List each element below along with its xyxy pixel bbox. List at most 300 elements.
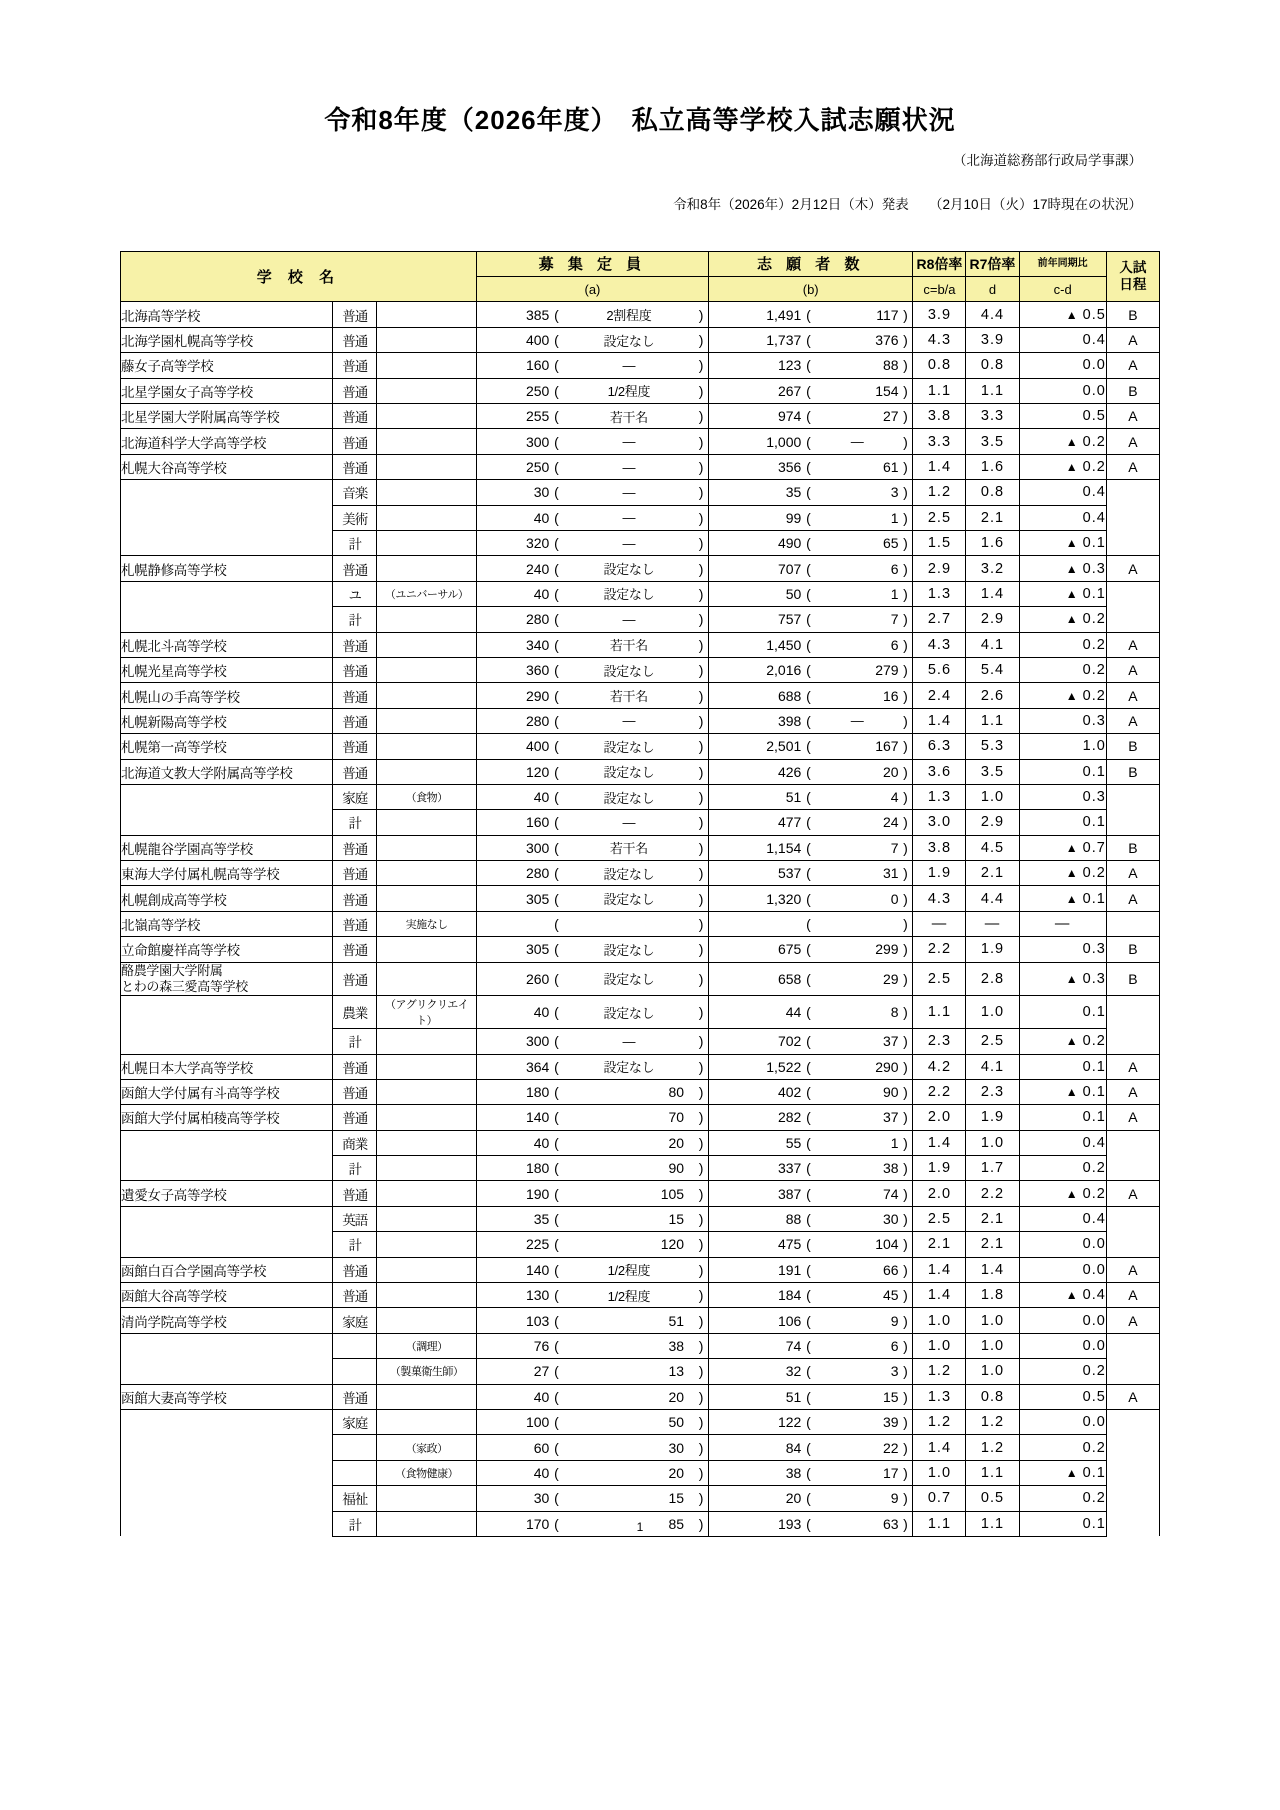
course-note-cell	[377, 454, 476, 479]
yoy-diff-value: 0.0	[1019, 1333, 1106, 1358]
capacity-value: 305	[476, 886, 549, 911]
negative-triangle-icon: ▲	[1065, 586, 1079, 601]
exam-schedule-value: B	[1106, 302, 1159, 327]
capacity-paren-open: (	[549, 1029, 563, 1054]
r7-ratio-value: 1.6	[966, 530, 1019, 555]
applicants-note: 38	[816, 1156, 899, 1181]
r7-ratio-value: 1.9	[966, 1105, 1019, 1130]
applicants-paren-close: )	[899, 708, 913, 733]
school-name-cell: 札幌山の手高等学校	[121, 683, 333, 708]
r7-ratio-value: 3.5	[966, 759, 1019, 784]
capacity-value: 280	[476, 708, 549, 733]
negative-triangle-icon: ▲	[1065, 866, 1079, 881]
applicants-paren-close: )	[899, 581, 913, 606]
applicants-paren-close: )	[899, 1130, 913, 1155]
course-note-cell	[377, 302, 476, 327]
header-r8-ratio: R8倍率	[913, 251, 966, 276]
capacity-paren-open: (	[549, 1257, 563, 1282]
capacity-paren-close: )	[694, 810, 708, 835]
yoy-diff-value: 0.0	[1019, 1409, 1106, 1434]
exam-schedule-value: A	[1106, 708, 1159, 733]
course-note-cell	[377, 327, 476, 352]
capacity-note: —	[564, 429, 694, 454]
r8-ratio-value: 2.4	[913, 683, 966, 708]
exam-schedule-value	[1106, 530, 1159, 555]
r8-ratio-value: 3.8	[913, 835, 966, 860]
capacity-note: —	[564, 810, 694, 835]
applicants-paren-open: (	[801, 429, 815, 454]
school-name-cell	[121, 784, 333, 809]
exam-schedule-value: A	[1106, 353, 1159, 378]
r7-ratio-value: 1.4	[966, 581, 1019, 606]
capacity-paren-open: (	[549, 556, 563, 581]
school-name-cell	[121, 1206, 333, 1231]
applicants-paren-close: )	[899, 454, 913, 479]
applicants-note: 8	[816, 996, 899, 1029]
r7-ratio-value: 5.4	[966, 657, 1019, 682]
r8-ratio-value: 3.0	[913, 810, 966, 835]
table-row	[121, 886, 1160, 911]
school-name-cell	[121, 1435, 333, 1460]
school-name-cell: 函館大谷高等学校	[121, 1283, 333, 1308]
applicants-paren-close: )	[899, 1435, 913, 1460]
yoy-diff-value: 0.0	[1019, 353, 1106, 378]
capacity-paren-open: (	[549, 1232, 563, 1257]
applicants-note: 66	[816, 1257, 899, 1282]
capacity-paren-close: )	[694, 784, 708, 809]
course-cell: 農業	[333, 996, 377, 1029]
capacity-value: 35	[476, 1206, 549, 1231]
table-row	[121, 1206, 1160, 1231]
applicants-paren-open: (	[801, 1308, 815, 1333]
exam-schedule-value: A	[1106, 327, 1159, 352]
applicants-note: —	[816, 708, 899, 733]
r8-ratio-value: 1.0	[913, 1460, 966, 1485]
table-row	[121, 683, 1160, 708]
course-cell: 普通	[333, 1079, 377, 1104]
r7-ratio-value: 1.1	[966, 1460, 1019, 1485]
capacity-value: 40	[476, 1130, 549, 1155]
applicants-paren-close: )	[899, 429, 913, 454]
yoy-diff-value: 0.2	[1019, 1486, 1106, 1511]
table-row	[121, 632, 1160, 657]
yoy-diff-value: ▲ 0.3	[1019, 962, 1106, 996]
exam-schedule-value	[1106, 1486, 1159, 1511]
r7-ratio-value: —	[966, 911, 1019, 936]
course-cell: 普通	[333, 454, 377, 479]
applicants-note: 104	[816, 1232, 899, 1257]
applicants-note: 376	[816, 327, 899, 352]
table-row	[121, 607, 1160, 632]
r8-ratio-value: 2.5	[913, 962, 966, 996]
table-row	[121, 505, 1160, 530]
applicants-note: 6	[816, 1333, 899, 1358]
r7-ratio-value: 1.0	[966, 1130, 1019, 1155]
capacity-paren-open: (	[549, 1460, 563, 1485]
capacity-paren-close: )	[694, 1359, 708, 1384]
applicants-paren-close: )	[899, 835, 913, 860]
applicants-note: 4	[816, 784, 899, 809]
capacity-note: 1/2程度	[564, 1283, 694, 1308]
yoy-diff-value: 0.2	[1019, 1359, 1106, 1384]
school-name-cell: 札幌創成高等学校	[121, 886, 333, 911]
r7-ratio-value: 1.1	[966, 1511, 1019, 1536]
table-row	[121, 1333, 1160, 1358]
applicants-paren-open: (	[801, 1486, 815, 1511]
table-row	[121, 556, 1160, 581]
applicants-note: 61	[816, 454, 899, 479]
school-name-cell: 北海道科学大学高等学校	[121, 429, 333, 454]
capacity-paren-close: )	[694, 962, 708, 996]
capacity-paren-open: (	[549, 1333, 563, 1358]
r8-ratio-value: 0.7	[913, 1486, 966, 1511]
applicants-value: 658	[708, 962, 801, 996]
r7-ratio-value: 2.1	[966, 1206, 1019, 1231]
course-cell: 普通	[333, 734, 377, 759]
capacity-paren-close: )	[694, 708, 708, 733]
exam-schedule-value	[1106, 1206, 1159, 1231]
capacity-paren-close: )	[694, 302, 708, 327]
school-name-cell	[121, 1460, 333, 1485]
school-name-cell: 酪農学園大学附属 とわの森三愛高等学校	[121, 962, 333, 996]
negative-triangle-icon: ▲	[1065, 1085, 1079, 1100]
r8-ratio-value: 2.5	[913, 1206, 966, 1231]
r8-ratio-value: 2.5	[913, 505, 966, 530]
capacity-note: —	[564, 530, 694, 555]
r7-ratio-value: 1.6	[966, 454, 1019, 479]
applicants-value: 675	[708, 937, 801, 962]
applicants-paren-open: (	[801, 353, 815, 378]
capacity-note: 1/2程度	[564, 1257, 694, 1282]
applicants-note: 7	[816, 607, 899, 632]
capacity-note: 38	[564, 1333, 694, 1358]
applicants-paren-open: (	[801, 581, 815, 606]
course-cell: 計	[333, 1511, 377, 1536]
capacity-paren-open: (	[549, 911, 563, 936]
exam-schedule-value	[1106, 581, 1159, 606]
capacity-paren-open: (	[549, 1105, 563, 1130]
capacity-paren-close: )	[694, 505, 708, 530]
yoy-diff-value: 0.4	[1019, 505, 1106, 530]
course-cell: 普通	[333, 1384, 377, 1409]
table-row	[121, 1181, 1160, 1206]
r8-ratio-value: 2.0	[913, 1105, 966, 1130]
applicants-paren-open: (	[801, 1460, 815, 1485]
exam-schedule-value	[1106, 1435, 1159, 1460]
yoy-diff-value: 0.4	[1019, 1130, 1106, 1155]
exam-schedule-value: B	[1106, 734, 1159, 759]
capacity-paren-close: )	[694, 1181, 708, 1206]
yoy-diff-value: ▲ 0.3	[1019, 556, 1106, 581]
capacity-paren-open: (	[549, 429, 563, 454]
yoy-diff-value: 0.3	[1019, 708, 1106, 733]
capacity-paren-open: (	[549, 810, 563, 835]
applicants-paren-close: )	[899, 480, 913, 505]
applicants-paren-open: (	[801, 1384, 815, 1409]
applicants-paren-close: )	[899, 784, 913, 809]
r7-ratio-value: 4.1	[966, 1054, 1019, 1079]
applicants-note: 88	[816, 353, 899, 378]
course-cell: 計	[333, 530, 377, 555]
issuer-line	[0, 151, 1280, 172]
capacity-paren-open: (	[549, 302, 563, 327]
yoy-diff-value: 0.0	[1019, 378, 1106, 403]
school-name-cell: 札幌北斗高等学校	[121, 632, 333, 657]
applicants-note: 45	[816, 1283, 899, 1308]
capacity-value: 40	[476, 1384, 549, 1409]
capacity-paren-close: )	[694, 1156, 708, 1181]
course-note-cell	[377, 1206, 476, 1231]
course-note-cell: （製菓衛生師）	[377, 1359, 476, 1384]
applicants-value: 191	[708, 1257, 801, 1282]
course-note-cell	[377, 378, 476, 403]
applicants-paren-open: (	[801, 1206, 815, 1231]
r7-ratio-value: 1.4	[966, 1257, 1019, 1282]
yoy-diff-value: 0.1	[1019, 1105, 1106, 1130]
yoy-diff-value: ▲ 0.2	[1019, 683, 1106, 708]
r7-ratio-value: 2.6	[966, 683, 1019, 708]
negative-triangle-icon: ▲	[1065, 688, 1079, 703]
yoy-diff-value: 0.0	[1019, 1257, 1106, 1282]
applicants-value: 1,000	[708, 429, 801, 454]
school-name-cell: 遺愛女子高等学校	[121, 1181, 333, 1206]
school-name-cell	[121, 530, 333, 555]
r8-ratio-value: 1.0	[913, 1333, 966, 1358]
r8-ratio-value: 1.4	[913, 1283, 966, 1308]
applicants-note: 3	[816, 1359, 899, 1384]
r8-ratio-value: 1.0	[913, 1308, 966, 1333]
capacity-note: 2割程度	[564, 302, 694, 327]
applicants-paren-close: )	[899, 1460, 913, 1485]
exam-schedule-value	[1106, 996, 1159, 1029]
applicants-paren-open: (	[801, 1511, 815, 1536]
course-cell: 普通	[333, 1283, 377, 1308]
applicants-value: 426	[708, 759, 801, 784]
course-cell: 普通	[333, 429, 377, 454]
capacity-paren-close: )	[694, 1333, 708, 1358]
course-cell: 家庭	[333, 1409, 377, 1434]
r7-ratio-value: 0.8	[966, 480, 1019, 505]
capacity-paren-open: (	[549, 581, 563, 606]
r8-ratio-value: 1.4	[913, 454, 966, 479]
capacity-note: 105	[564, 1181, 694, 1206]
applicants-value: 184	[708, 1283, 801, 1308]
school-name-cell: 函館大妻高等学校	[121, 1384, 333, 1409]
negative-triangle-icon: ▲	[1065, 971, 1079, 986]
negative-triangle-icon: ▲	[1065, 612, 1079, 627]
r8-ratio-value: 1.2	[913, 1359, 966, 1384]
course-note-cell	[377, 886, 476, 911]
exam-schedule-value: A	[1106, 657, 1159, 682]
school-name-cell: 札幌第一高等学校	[121, 734, 333, 759]
school-name-cell	[121, 996, 333, 1029]
school-name-cell	[121, 1409, 333, 1434]
applicants-paren-open: (	[801, 530, 815, 555]
course-note-cell	[377, 1105, 476, 1130]
course-note-cell	[377, 1409, 476, 1434]
applicants-note: 1	[816, 1130, 899, 1155]
school-name-cell	[121, 1156, 333, 1181]
applicants-value: 1,491	[708, 302, 801, 327]
school-name-cell	[121, 581, 333, 606]
yoy-diff-value: 0.3	[1019, 784, 1106, 809]
negative-triangle-icon: ▲	[1065, 307, 1079, 322]
table-row	[121, 454, 1160, 479]
course-note-cell	[377, 861, 476, 886]
applicants-paren-close: )	[899, 327, 913, 352]
r8-ratio-value: 1.9	[913, 1156, 966, 1181]
capacity-paren-close: )	[694, 1029, 708, 1054]
course-note-cell: （家政）	[377, 1435, 476, 1460]
table-row	[121, 1308, 1160, 1333]
applicants-paren-open: (	[801, 1029, 815, 1054]
yoy-diff-value: ▲ 0.2	[1019, 607, 1106, 632]
capacity-note: 設定なし	[564, 996, 694, 1029]
r8-ratio-value: 2.3	[913, 1029, 966, 1054]
r7-ratio-value: 4.4	[966, 886, 1019, 911]
capacity-paren-close: )	[694, 429, 708, 454]
applicants-note	[816, 911, 899, 936]
applicants-value: 51	[708, 784, 801, 809]
capacity-note: 設定なし	[564, 861, 694, 886]
capacity-note: 設定なし	[564, 937, 694, 962]
course-cell: ユ	[333, 581, 377, 606]
applicants-note: 17	[816, 1460, 899, 1485]
r8-ratio-value: 4.2	[913, 1054, 966, 1079]
capacity-value: 364	[476, 1054, 549, 1079]
course-cell: 普通	[333, 353, 377, 378]
yoy-diff-value: ▲ 0.2	[1019, 861, 1106, 886]
course-cell: 普通	[333, 911, 377, 936]
course-note-cell: （食物健康）	[377, 1460, 476, 1485]
r8-ratio-value: —	[913, 911, 966, 936]
capacity-value: 170	[476, 1511, 549, 1536]
applicants-value: 402	[708, 1079, 801, 1104]
exam-schedule-value	[1106, 1460, 1159, 1485]
school-name-cell: 北海高等学校	[121, 302, 333, 327]
r7-ratio-value: 0.8	[966, 353, 1019, 378]
capacity-paren-close: )	[694, 1206, 708, 1231]
course-cell	[333, 1460, 377, 1485]
course-cell: 普通	[333, 657, 377, 682]
capacity-value: 250	[476, 454, 549, 479]
course-note-cell	[377, 607, 476, 632]
school-name-cell	[121, 480, 333, 505]
exam-schedule-value: B	[1106, 759, 1159, 784]
applicants-paren-open: (	[801, 327, 815, 352]
capacity-note: 若干名	[564, 632, 694, 657]
exam-schedule-value: B	[1106, 835, 1159, 860]
applicants-paren-close: )	[899, 683, 913, 708]
exam-schedule-value: A	[1106, 454, 1159, 479]
applicants-value: 356	[708, 454, 801, 479]
capacity-value: 300	[476, 1029, 549, 1054]
applicants-value: 282	[708, 1105, 801, 1130]
applicants-note: —	[816, 429, 899, 454]
table-row	[121, 1486, 1160, 1511]
capacity-paren-open: (	[549, 454, 563, 479]
course-cell: 普通	[333, 962, 377, 996]
yoy-diff-value: ▲ 0.4	[1019, 1283, 1106, 1308]
capacity-paren-open: (	[549, 1435, 563, 1460]
r7-ratio-value: 3.2	[966, 556, 1019, 581]
school-name-cell: 北星学園大学附属高等学校	[121, 404, 333, 429]
school-name-cell	[121, 1029, 333, 1054]
r7-ratio-value: 3.3	[966, 404, 1019, 429]
r7-ratio-value: 2.2	[966, 1181, 1019, 1206]
applicants-value: 267	[708, 378, 801, 403]
applicants-paren-open: (	[801, 708, 815, 733]
capacity-paren-close: )	[694, 861, 708, 886]
capacity-paren-close: )	[694, 1079, 708, 1104]
capacity-value: 180	[476, 1156, 549, 1181]
applicants-paren-close: )	[899, 734, 913, 759]
capacity-value: 40	[476, 505, 549, 530]
capacity-note: 若干名	[564, 835, 694, 860]
capacity-paren-close: )	[694, 353, 708, 378]
applicants-paren-close: )	[899, 505, 913, 530]
table-row	[121, 327, 1160, 352]
table-row	[121, 1029, 1160, 1054]
negative-triangle-icon: ▲	[1065, 434, 1079, 449]
applicants-paren-open: (	[801, 734, 815, 759]
capacity-paren-open: (	[549, 657, 563, 682]
table-header	[121, 251, 1160, 302]
applicants-paren-close: )	[899, 759, 913, 784]
applicants-value: 122	[708, 1409, 801, 1434]
course-note-cell	[377, 734, 476, 759]
table-row	[121, 657, 1160, 682]
applicants-note: 29	[816, 962, 899, 996]
applicants-value: 398	[708, 708, 801, 733]
capacity-note	[564, 911, 694, 936]
capacity-value: 40	[476, 784, 549, 809]
capacity-paren-close: )	[694, 607, 708, 632]
course-note-cell	[377, 480, 476, 505]
yoy-diff-value: —	[1019, 911, 1106, 936]
capacity-note: 30	[564, 1435, 694, 1460]
capacity-paren-open: (	[549, 327, 563, 352]
r8-ratio-value: 1.2	[913, 480, 966, 505]
table-row	[121, 861, 1160, 886]
exam-schedule-value	[1106, 1130, 1159, 1155]
capacity-value: 190	[476, 1181, 549, 1206]
capacity-paren-close: )	[694, 657, 708, 682]
negative-triangle-icon: ▲	[1065, 561, 1079, 576]
capacity-paren-close: )	[694, 1460, 708, 1485]
capacity-value: 27	[476, 1359, 549, 1384]
capacity-value: 250	[476, 378, 549, 403]
school-name-cell	[121, 607, 333, 632]
negative-triangle-icon: ▲	[1065, 536, 1079, 551]
r8-ratio-value: 1.1	[913, 1511, 966, 1536]
school-name-cell	[121, 1486, 333, 1511]
capacity-paren-close: )	[694, 1435, 708, 1460]
course-note-cell	[377, 759, 476, 784]
applicants-value: 707	[708, 556, 801, 581]
capacity-value: 260	[476, 962, 549, 996]
applicants-note: 9	[816, 1486, 899, 1511]
exam-schedule-value: A	[1106, 1283, 1159, 1308]
capacity-note: —	[564, 480, 694, 505]
applicants-paren-close: )	[899, 810, 913, 835]
applicants-value: 35	[708, 480, 801, 505]
capacity-note: 設定なし	[564, 962, 694, 996]
applicants-value: 32	[708, 1359, 801, 1384]
exam-schedule-value: A	[1106, 886, 1159, 911]
course-note-cell	[377, 1232, 476, 1257]
capacity-value: 280	[476, 861, 549, 886]
